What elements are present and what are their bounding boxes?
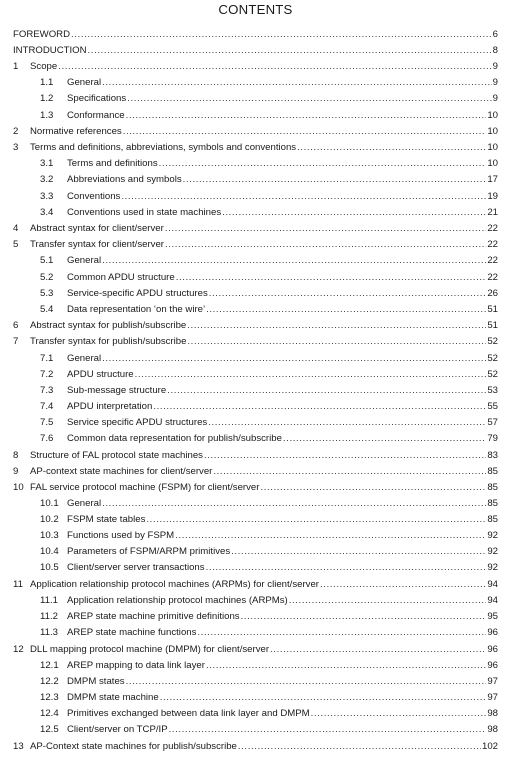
toc-entry-page: 85 [487, 514, 498, 525]
toc-entry-page: 83 [487, 449, 498, 461]
toc-entry-page: 26 [487, 287, 498, 299]
toc-entry[interactable] [40, 287, 498, 301]
dot-leader [127, 92, 491, 106]
toc-entry-title: Primitives exchanged between data link layer and DMPM [67, 708, 310, 720]
dot-leader [159, 157, 487, 171]
toc-entry-number: 12 [13, 643, 24, 655]
toc-entry-title: AREP state machine functions [67, 627, 197, 639]
dot-leader [102, 497, 486, 511]
toc-entry-title: Conventions [67, 190, 121, 202]
toc-entry-title: Abbreviations and symbols [67, 174, 182, 186]
page-title: CONTENTS [218, 2, 293, 17]
toc-entry-page: 85 [487, 497, 498, 509]
toc-entry-page: 97 [487, 692, 498, 704]
toc-entry-number: 7.2 [40, 368, 54, 380]
toc-entry-title: Transfer syntax for publish/subscribe [30, 336, 187, 348]
toc-entry-title: General [67, 255, 102, 267]
dot-leader [187, 335, 486, 349]
toc-entry[interactable] [13, 60, 498, 74]
toc-entry-title: Conformance [67, 109, 125, 121]
toc-entry-page: 52 [487, 368, 498, 380]
dot-leader [160, 691, 487, 705]
toc-entry-number: 3.1 [40, 158, 54, 170]
toc-entry-number: 11.1 [40, 595, 58, 606]
dot-leader [206, 659, 486, 673]
toc-entry-number: 7 [13, 336, 19, 348]
toc-entry[interactable] [40, 76, 498, 90]
toc-entry-title: General [67, 497, 102, 509]
toc-entry[interactable] [40, 92, 498, 106]
toc-entry-page: 92 [487, 530, 498, 542]
dot-leader [320, 578, 486, 592]
toc-entry-page: 96 [487, 627, 498, 639]
toc-entry-number: 2 [13, 126, 19, 138]
dot-leader [71, 28, 492, 42]
toc-entry-title: Abstract syntax for publish/subscribe [30, 320, 187, 332]
toc-entry[interactable] [40, 157, 498, 171]
toc-entry[interactable] [13, 141, 498, 155]
dot-leader [165, 222, 487, 236]
dot-leader [121, 190, 486, 204]
toc-entry-page: 57 [487, 416, 498, 428]
toc-entry-number: 5.4 [40, 303, 54, 315]
toc-entry[interactable] [40, 561, 498, 575]
toc-entry-title: Sub-message structure [67, 384, 167, 396]
dot-leader [289, 594, 487, 608]
toc-entry[interactable] [13, 335, 498, 349]
toc-entry[interactable] [40, 400, 498, 414]
toc-entry-page: 79 [487, 433, 498, 444]
toc-entry-number: 5.1 [40, 255, 54, 267]
toc-entry-title: Application relationship protocol machines (ARPMs) for client/server [30, 578, 319, 590]
toc-entry[interactable] [40, 707, 498, 721]
toc-entry-title: APDU interpretation [67, 400, 153, 412]
toc-entry-title: Application relationship protocol machines (ARPMs) [67, 595, 288, 606]
toc-entry-title: Common APDU structure [67, 271, 175, 283]
dot-leader [153, 400, 486, 414]
toc-entry[interactable] [40, 691, 498, 705]
toc-entry[interactable] [13, 740, 498, 754]
toc-entry-title: FAL service protocol machine (FSPM) for client/server [30, 481, 260, 493]
toc-entry[interactable] [40, 173, 498, 187]
toc-entry[interactable] [13, 481, 498, 495]
toc-entry-page: 10 [487, 158, 498, 170]
toc-entry-title: Client/server on TCP/IP [67, 724, 168, 736]
toc-entry-page: 22 [487, 223, 498, 235]
dot-leader [213, 465, 486, 479]
toc-entry-number: 12.2 [40, 676, 59, 687]
dot-leader [197, 626, 486, 640]
toc-entry-title: FSPM state tables [67, 514, 146, 525]
dot-leader [206, 561, 487, 575]
toc-entry[interactable] [40, 206, 498, 220]
toc-entry-page: 53 [487, 384, 498, 396]
toc-entry-number: 3.4 [40, 206, 54, 218]
toc-entry-title: General [67, 352, 102, 364]
toc-entry-page: 98 [487, 724, 498, 736]
dot-leader [222, 206, 486, 220]
toc-entry-title: Abstract syntax for client/server [30, 223, 164, 235]
dot-leader [165, 238, 486, 252]
toc-entry-number: 5 [13, 239, 19, 251]
toc-entry-page: 8 [492, 45, 498, 57]
toc-entry-number: 12.3 [40, 692, 59, 704]
toc-entry-page: 51 [487, 303, 498, 315]
dot-leader [311, 707, 487, 721]
toc-entry-page: 9 [492, 61, 498, 73]
dot-leader [102, 352, 486, 366]
toc-entry-number: 1.1 [40, 77, 54, 89]
toc-entry-page: 92 [487, 546, 498, 558]
dot-leader [167, 384, 486, 398]
toc-entry-title: Structure of FAL protocol state machines [30, 449, 203, 461]
toc-entry-title: DMPM state machine [67, 692, 159, 704]
dot-leader [135, 368, 487, 382]
toc-entry-page: 51 [487, 320, 498, 332]
dot-leader [146, 513, 486, 527]
dot-leader [183, 173, 487, 187]
toc-entry-title: Specifications [67, 93, 127, 105]
toc-entry-number: 3 [13, 142, 19, 154]
toc-entry-number: 3.2 [40, 174, 54, 186]
dot-leader [231, 545, 486, 559]
toc-entry-title: Functions used by FSPM [67, 530, 175, 542]
toc-entry[interactable] [40, 368, 498, 382]
toc-entry-page: 52 [487, 352, 498, 364]
dot-leader [206, 303, 486, 317]
dot-leader [102, 254, 486, 268]
toc-entry[interactable] [40, 594, 498, 608]
toc-entry[interactable] [40, 497, 498, 511]
toc-entry[interactable] [40, 352, 498, 366]
toc-entry-number: 12.1 [40, 659, 59, 671]
toc-entry-number: 8 [13, 449, 19, 461]
dot-leader [88, 44, 492, 58]
toc-entry-number: 12.4 [40, 708, 59, 720]
toc-entry-number: 10 [13, 481, 24, 493]
toc-entry-page: 92 [487, 562, 498, 574]
toc-entry-page: 22 [487, 239, 498, 251]
dot-leader [297, 141, 486, 155]
toc-entry-title: APDU structure [67, 368, 134, 380]
toc-entry-title: Transfer syntax for client/server [30, 239, 164, 251]
toc-entry[interactable] [40, 513, 498, 527]
toc-entry-page: 9 [492, 93, 498, 105]
toc-entry-title: AREP state machine primitive definitions [67, 611, 240, 623]
toc-entry-number: 7.4 [40, 400, 54, 412]
toc-entry[interactable] [13, 28, 498, 42]
toc-entry-number: 10.1 [40, 497, 59, 509]
dot-leader [260, 481, 486, 495]
toc-entry[interactable] [40, 254, 498, 268]
toc-entry[interactable] [13, 238, 498, 252]
toc-entry-page: 9 [492, 77, 498, 89]
toc-entry-number: 10.2 [40, 514, 59, 525]
dot-leader [175, 529, 486, 543]
toc-entry[interactable] [40, 416, 498, 430]
toc-entry-number: 10.5 [40, 562, 59, 574]
toc-entry[interactable] [40, 432, 498, 446]
toc-entry-page: 10 [487, 126, 498, 138]
toc-entry[interactable] [40, 610, 498, 624]
dot-leader [238, 740, 481, 754]
toc-entry-page: 10 [487, 142, 498, 154]
toc-entry-number: 4 [13, 223, 19, 235]
toc-entry-number: 13 [13, 740, 24, 752]
toc-entry-page: 17 [487, 174, 498, 186]
toc-entry-number: 11 [13, 578, 23, 590]
toc-entry-page: 85 [487, 465, 498, 477]
toc-entry-title: Terms and definitions, abbreviations, symbols and conventions [30, 142, 297, 154]
dot-leader [176, 271, 487, 285]
toc-entry[interactable] [40, 303, 498, 317]
toc-entry-number: 7.5 [40, 416, 54, 428]
dot-leader [126, 109, 487, 123]
toc-entry[interactable] [40, 109, 498, 123]
toc-entry-number: 7.3 [40, 384, 54, 396]
toc-entry-title: Scope [30, 61, 58, 73]
dot-leader [102, 76, 492, 90]
toc-entry-title: INTRODUCTION [13, 45, 87, 57]
toc-entry-number: 5.3 [40, 287, 54, 299]
dot-leader [283, 432, 486, 446]
dot-leader [209, 287, 487, 301]
toc-entry-page: 96 [487, 659, 498, 671]
toc-entry-number: 9 [13, 465, 19, 477]
dot-leader [126, 675, 487, 689]
toc-entry[interactable] [40, 675, 498, 689]
toc-entry-title: AP-context state machines for client/server [30, 465, 213, 477]
toc-entry-number: 5.2 [40, 271, 54, 283]
toc-entry-page: 85 [487, 481, 498, 493]
toc-entry-number: 12.5 [40, 724, 59, 736]
toc-entry-number: 6 [13, 320, 19, 332]
toc-entry-page: 95 [487, 611, 498, 623]
dot-leader [123, 125, 487, 139]
toc-entry-page: 10 [487, 109, 498, 121]
toc-entry[interactable] [13, 643, 498, 657]
toc-entry-title: Normative references [30, 126, 122, 138]
toc-entry-page: 94 [487, 578, 498, 590]
toc-entry[interactable] [13, 319, 498, 333]
dot-leader [58, 60, 491, 74]
toc-entry[interactable] [40, 659, 498, 673]
toc-entry[interactable] [13, 222, 498, 236]
toc-entry-title: Data representation ‘on the wire’ [67, 303, 206, 315]
toc-entry-title: General [67, 77, 102, 89]
toc-entry[interactable] [40, 529, 498, 543]
toc-entry-title: DLL mapping protocol machine (DMPM) for client/server [30, 643, 270, 655]
toc-entry-number: 11.2 [40, 611, 58, 623]
toc-entry[interactable] [13, 44, 498, 58]
toc-entry-number: 7.1 [40, 352, 54, 364]
dot-leader [270, 643, 486, 657]
dot-leader [204, 449, 486, 463]
toc-entry-page: 98 [487, 708, 498, 720]
toc-entry[interactable] [13, 578, 498, 592]
toc-entry-number: 3.3 [40, 190, 54, 202]
toc-entry-number: 10.3 [40, 530, 59, 542]
toc-entry[interactable] [40, 545, 498, 559]
toc-entry-page: 19 [487, 190, 498, 202]
toc-entry-title: Terms and definitions [67, 158, 158, 170]
dot-leader [241, 610, 487, 624]
toc-entry-number: 1.3 [40, 109, 54, 121]
toc-entry-title: Client/server server transactions [67, 562, 205, 574]
toc-entry-page: 52 [487, 336, 498, 348]
toc-entry-title: Service specific APDU structures [67, 416, 208, 428]
toc-entry-number: 7.6 [40, 433, 54, 444]
dot-leader [169, 723, 487, 737]
toc-entry-title: Conventions used in state machines [67, 206, 222, 218]
toc-entry-page: 102 [481, 740, 498, 752]
toc-entry[interactable] [13, 465, 498, 479]
toc-entry-title: AP-Context state machines for publish/subscribe [30, 740, 237, 752]
dot-leader [187, 319, 486, 333]
toc-entry-page: 96 [487, 643, 498, 655]
toc-entry-title: DMPM states [67, 676, 125, 687]
toc-entry-title: Service-specific APDU structures [67, 287, 208, 299]
toc-entry-title: Common data representation for publish/subscribe [67, 433, 282, 444]
toc-entry[interactable] [40, 271, 498, 285]
toc-entry-page: 22 [487, 271, 498, 283]
toc-entry[interactable] [40, 723, 498, 737]
toc-entry-number: 10.4 [40, 546, 59, 558]
toc-entry-page: 6 [492, 29, 498, 40]
toc-entry-page: 55 [487, 400, 498, 412]
toc-entry-number: 1.2 [40, 93, 54, 105]
toc-entry-title: Parameters of FSPM/ARPM primitives [67, 546, 231, 558]
toc-entry-page: 97 [487, 676, 498, 687]
toc-entry-page: 21 [487, 206, 498, 218]
toc-entry-number: 1 [13, 61, 19, 73]
toc-entry[interactable] [40, 384, 498, 398]
toc-entry-title: FOREWORD [13, 29, 71, 40]
toc-entry[interactable] [13, 449, 498, 463]
toc-entry[interactable] [13, 125, 498, 139]
toc-entry-title: AREP mapping to data link layer [67, 659, 205, 671]
toc-entry[interactable] [40, 626, 498, 640]
toc-entry-page: 22 [487, 255, 498, 267]
dot-leader [208, 416, 486, 430]
toc-entry[interactable] [40, 190, 498, 204]
toc-entry-number: 11.3 [40, 627, 58, 639]
toc-entry-page: 94 [487, 595, 498, 606]
